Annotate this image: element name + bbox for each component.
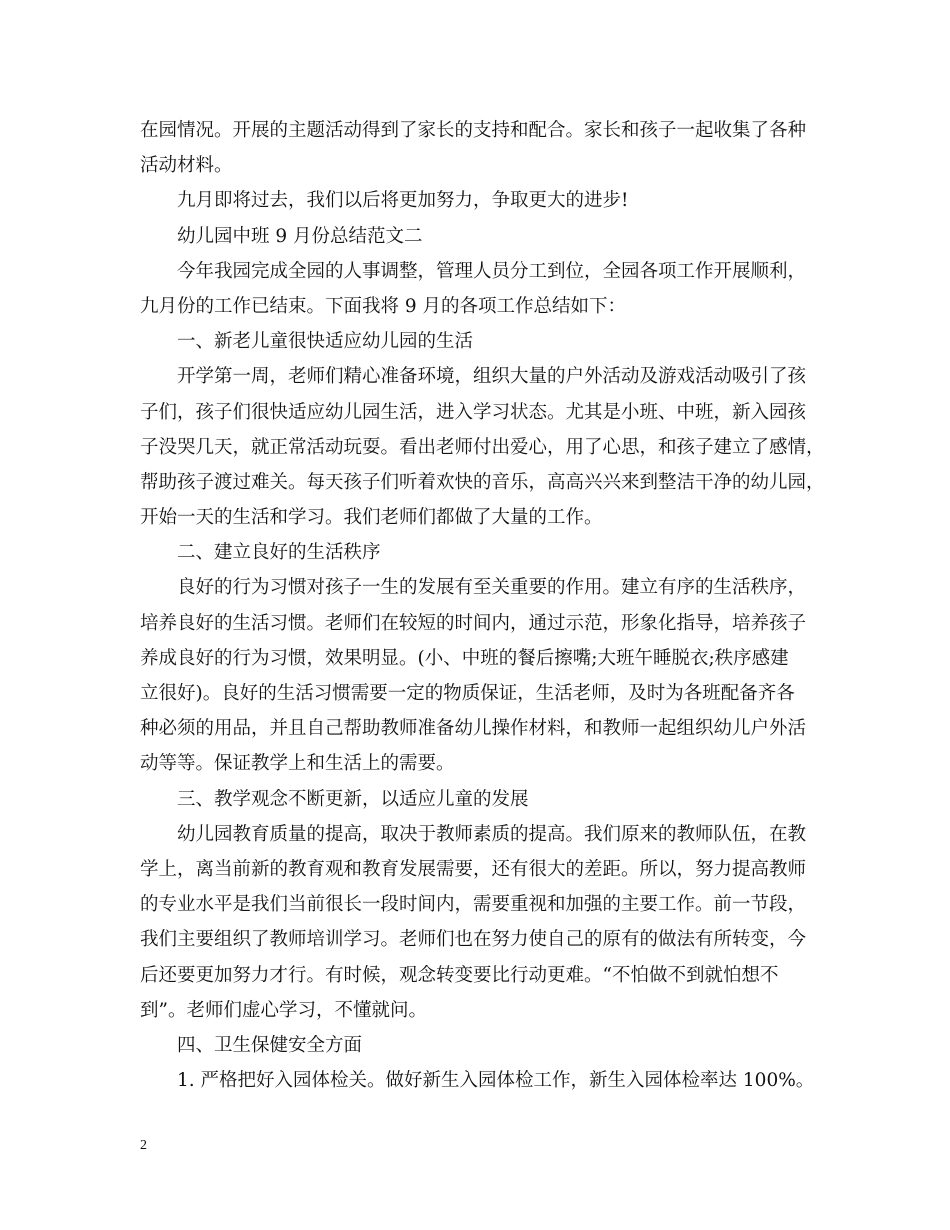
paragraph-line: 开始一天的生活和学习。我们老师们都做了大量的工作。 <box>140 507 603 529</box>
paragraph-line: 我们主要组织了教师培训学习。老师们也在努力使自己的原有的做法有所转变，今 <box>140 929 807 951</box>
paragraph-line: 幼儿园教育质量的提高，取决于教师素质的提高。我们原来的教师队伍，在教 <box>177 823 807 845</box>
paragraph-line: 今年我园完成全园的人事调整，管理人员分工到位，全园各项工作开展顺利， <box>177 260 807 282</box>
page-number: 2 <box>140 1138 147 1153</box>
paragraph-line: 子没哭几天，就正常活动玩耍。看出老师付出爱心，用了心思，和孩子建立了感情， <box>140 436 825 458</box>
paragraph-line: 的专业水平是我们当前很长一段时间内，需要重视和加强的主要工作。前一节段， <box>140 894 807 916</box>
section-heading: 一、新老儿童很快适应幼儿园的生活 <box>177 331 474 353</box>
paragraph-line: 到”。老师们虚心学习，不懂就问。 <box>140 999 427 1021</box>
section-heading: 二、建立良好的生活秩序 <box>177 542 381 564</box>
section-heading: 四、卫生保健安全方面 <box>177 1034 363 1056</box>
paragraph-line: 九月份的工作已结束。下面我将 9 月的各项工作总结如下： <box>140 295 627 317</box>
paragraph-line: 九月即将过去，我们以后将更加努力，争取更大的进步! <box>177 190 629 212</box>
paragraph-line: 养成良好的行为习惯，效果明显。(小、中班的餐后擦嘴;大班午睡脱衣;秩序感建 <box>140 647 789 669</box>
paragraph-line: 活动材料。 <box>140 155 233 177</box>
paragraph-line: 子们，孩子们很快适应幼儿园生活，进入学习状态。尤其是小班、中班，新入园孩 <box>140 401 807 423</box>
section-heading: 三、教学观念不断更新，以适应儿童的发展 <box>177 788 529 810</box>
document-body <box>140 113 825 1098</box>
paragraph-line: 良好的行为习惯对孩子一生的发展有至关重要的作用。建立有序的生活秩序， <box>177 577 807 599</box>
paragraph-line: 种必须的用品，并且自己帮助教师准备幼儿操作材料，和教师一起组织幼儿户外活 <box>140 718 807 740</box>
section-heading: 幼儿园中班 9 月份总结范文二 <box>177 225 423 247</box>
paragraph-line: 学上，离当前新的教育观和教育发展需要，还有很大的差距。所以，努力提高教师 <box>140 858 807 880</box>
paragraph-line: 动等等。保证教学上和生活上的需要。 <box>140 753 455 775</box>
paragraph-line: 在园情况。开展的主题活动得到了家长的支持和配合。家长和孩子一起收集了各种 <box>140 120 807 141</box>
paragraph-line: 帮助孩子渡过难关。每天孩子们听着欢快的音乐，高高兴兴来到整洁干净的幼儿园， <box>140 471 825 493</box>
paragraph-line: 1. 严格把好入园体检关。做好新生入园体检工作，新生入园体检率达 100%。 <box>177 1070 815 1092</box>
paragraph-line: 开学第一周，老师们精心准备环境，组织大量的户外活动及游戏活动吸引了孩 <box>177 366 807 388</box>
paragraph-line: 后还要更加努力才行。有时候，观念转变要比行动更难。“不怕做不到就怕想不 <box>140 964 779 986</box>
paragraph-line: 培养良好的生活习惯。老师们在较短的时间内，通过示范，形象化指导，培养孩子 <box>140 612 807 634</box>
paragraph-line: 立很好)。良好的生活习惯需要一定的物质保证，生活老师，及时为各班配备齐各 <box>140 683 795 704</box>
